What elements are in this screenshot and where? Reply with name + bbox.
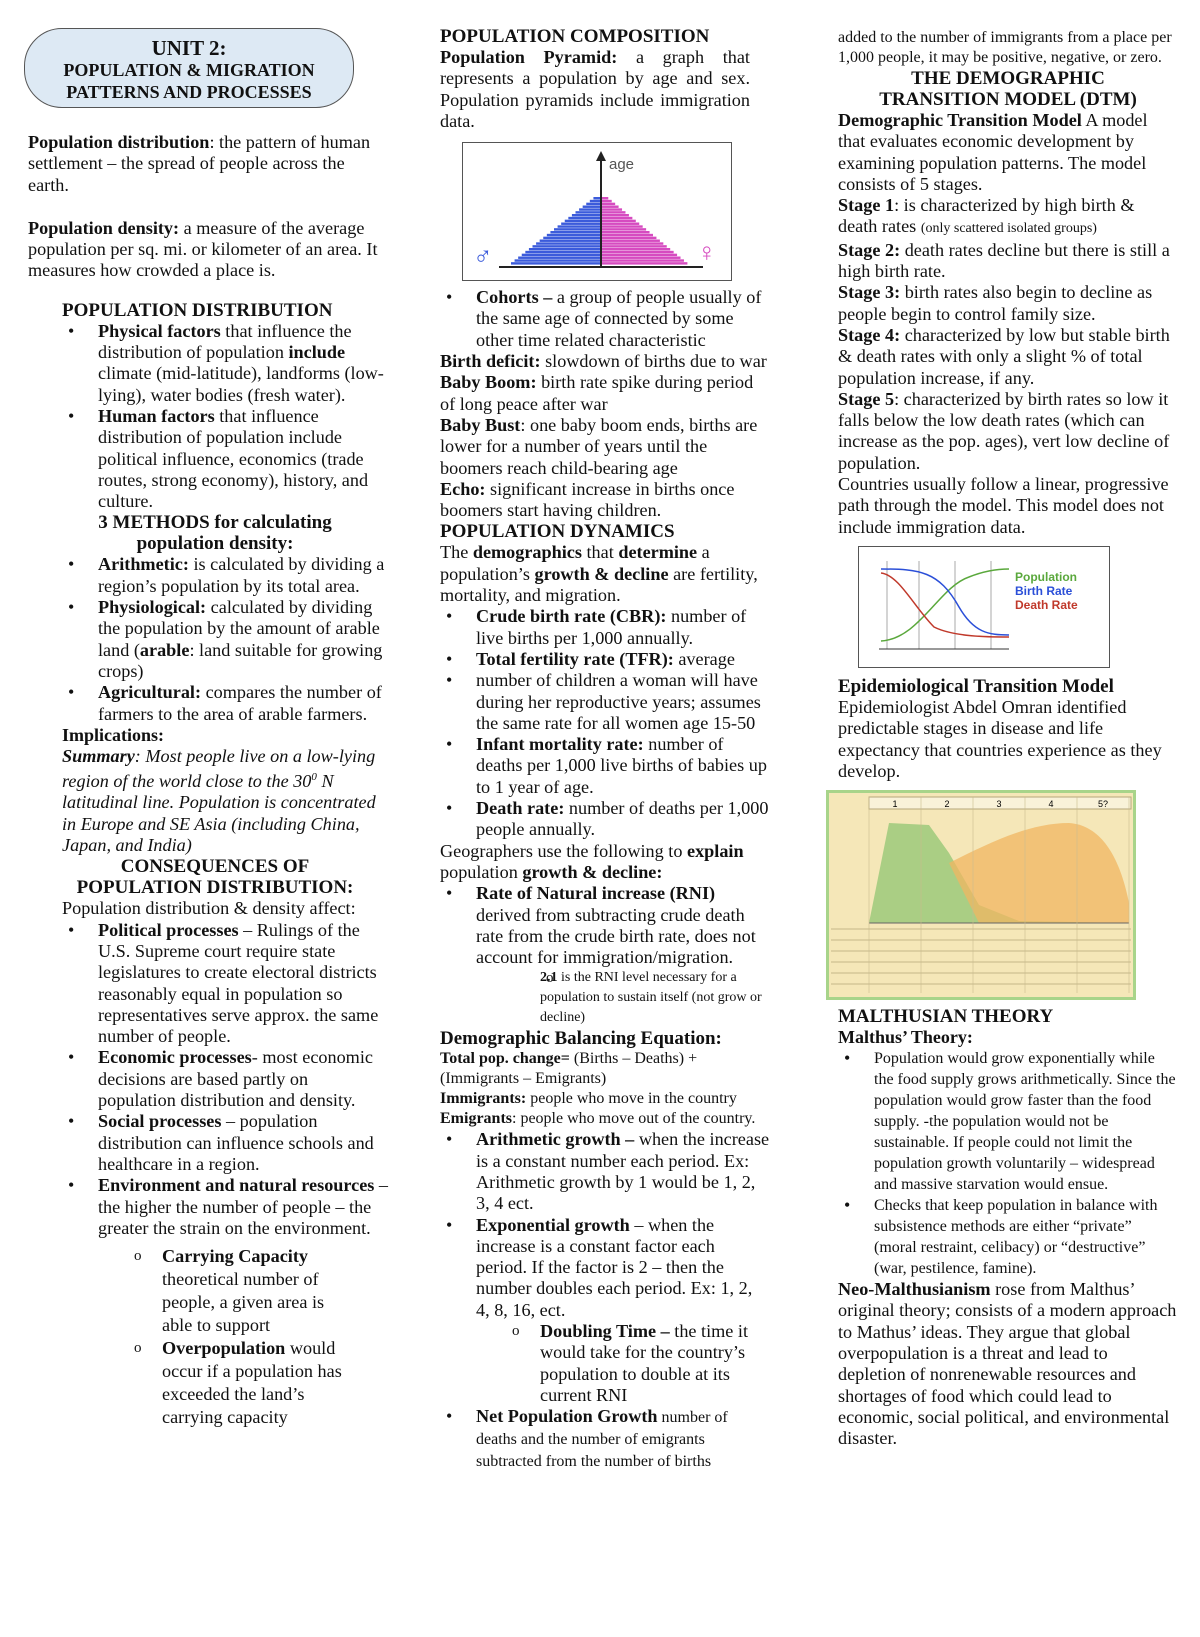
female-icon: ♀ <box>697 237 717 268</box>
list-item-rni: • Rate of Natural increase (RNI) derived from subtracting crude death rate from the crude birth rate, does not account for immigration/migration. <box>440 883 770 968</box>
pyramid-bar-female <box>601 226 643 228</box>
list-item-carrying-capacity: o Carrying Capacity theoretical number of people, a given area is able to support <box>98 1245 358 1337</box>
epi-stage-label: 5? <box>1097 799 1109 810</box>
pyramid-bar-female <box>601 206 619 208</box>
pyramid-bar-male <box>568 217 601 219</box>
list-item-imr: • Infant mortality rate: number of deaths per 1,000 live births of babies up to 1 year of age. <box>440 734 770 798</box>
list-item-net-population-growth: • Net Population Growth number of deaths and the number of emigrants subtracted from the number of births <box>440 1406 770 1472</box>
pyramid-bar-male <box>558 226 601 228</box>
malthus-subheading: Malthus’ Theory: <box>838 1027 973 1048</box>
pyramid-bar-male <box>547 234 601 236</box>
male-icon: ♂ <box>473 241 493 272</box>
epi-stage-label: 1 <box>892 799 898 810</box>
heading-epidemiological: Epidemiological Transition Model <box>838 675 1114 697</box>
list-item-human-factors: • Human factors that influence distribution of population include political influence, economics (trade routes, strong economy), history, and culture. <box>62 406 388 512</box>
stage-1: Stage 1: is characterized by high birth & death rates (only scattered isolated groups) <box>838 195 1135 237</box>
list-item-malthus-growth: • Population would grow exponentially while the food supply grows arithmetically. Since the population would grow faster than the food supply. -the population would not be sustainable. If people could not limit the population growth voluntarily – widespread and massive starvation would ensue. <box>838 1048 1178 1195</box>
def-baby-bust: Baby Bust: one baby boom ends, births are lower for a number of years until the boomers reach child-bearing age <box>440 414 758 478</box>
pyramid-bar-female <box>601 262 687 264</box>
pyramid-bar-male <box>550 231 601 233</box>
pyramid-bar-male <box>586 203 601 205</box>
pyramid-bar-female <box>601 237 656 239</box>
pyramid-bar-male <box>579 209 601 211</box>
pyramid-bar-female <box>601 217 632 219</box>
list-item-malthus-checks: • Checks that keep population in balance with subsistence methods are either “private” (moral restraint, celibacy) or “destructive” (war, pestilence, famine). <box>838 1195 1178 1279</box>
def-population-density: Population density: a measure of the average population per sq. mi. or kilometer of an area. It measures how crowded a place is. <box>28 217 378 281</box>
heading-balancing-equation: Demographic Balancing Equation: <box>440 1028 722 1050</box>
pyramid-bar-male <box>536 243 601 245</box>
pyramid-bar-male <box>522 254 601 256</box>
def-population-distribution: Population distribution: the pattern of human settlement – the spread of people across the earth. <box>28 132 371 195</box>
heading-population-composition: POPULATION COMPOSITION <box>440 26 710 47</box>
column-1 <box>28 28 388 1429</box>
pyramid-bar-male <box>554 228 601 230</box>
stage-3: Stage 3: birth rates also begin to decline as people begin to control family size. <box>838 282 1153 324</box>
list-item-rni-2-1: o 2.1 is the RNI level necessary for a population to sustain itself (not grow or decline) <box>510 968 770 1028</box>
pyramid-bar-male <box>561 223 601 225</box>
pyramid-bar-female <box>601 220 636 222</box>
list-item-arithmetic-growth: • Arithmetic growth – when the increase is a constant number each period. Ex: Arithmetic growth by 1 would be 1, 2, 3, 4 ect. <box>440 1129 770 1214</box>
pyramid-bar-male <box>572 214 601 216</box>
dtm-line-figure <box>858 546 1110 668</box>
heading-consequences: CONSEQUENCES OF POPULATION DISTRIBUTION: <box>76 856 354 899</box>
dtm-population-line <box>881 569 1009 641</box>
pyramid-bar-male <box>529 248 601 250</box>
list-item-cbr: • Crude birth rate (CBR): number of live births per 1,000 annually. <box>440 606 770 649</box>
npg-continued: added to the number of immigrants from a place per 1,000 people, it may be positive, negative, or zero. <box>838 29 1172 66</box>
def-birth-deficit: Birth deficit: slowdown of births due to war <box>440 351 767 372</box>
list-item-tfr-cont: • number of children a woman will have during her reproductive years; assumes the same rate for all women age 15-50 <box>440 670 770 734</box>
list-item-tfr: • Total fertility rate (TFR): average <box>440 649 770 670</box>
def-emigrants: Emigrants: people who move out of the country. <box>440 1110 756 1128</box>
pyramid-bar-female <box>601 254 677 256</box>
pyramid-bar-female <box>601 260 684 262</box>
epi-text: Epidemiologist Abdel Omran identified predictable stages in disease and life expectancy that countries experience as they develop. <box>838 696 1162 781</box>
pyramid-age-label: age <box>609 156 635 174</box>
pyramid-bar-female <box>601 257 681 259</box>
legend-death-rate: Death Rate <box>1015 597 1078 612</box>
heading-malthusian: MALTHUSIAN THEORY <box>838 1006 1054 1028</box>
pyramid-bar-female <box>601 251 674 253</box>
pyramid-bar-female <box>601 240 660 242</box>
heading-population-distribution: POPULATION DISTRIBUTION <box>62 299 333 321</box>
list-item-physical-factors: • Physical factors that influence the distribution of population include climate (mid-latitude), landforms (low-lying), water bodies (fresh water). <box>62 321 388 406</box>
epi-stage-label: 4 <box>1048 799 1054 810</box>
pyramid-bar-female <box>601 245 667 247</box>
summary-text: Summary: Most people live on a low-lying region of the world close to the $30^0$ N latitudinal line. Population is concentrated in Europe and SE Asia (including China, Japan, and India) <box>62 745 376 856</box>
epi-stage-label: 3 <box>996 799 1002 810</box>
unit-title-box <box>24 28 354 108</box>
pyramid-bar-male <box>533 245 602 247</box>
neo-malthusianism: Neo-Malthusianism rose from Malthus’ original theory; consists of a modern approach to Mathus’ ideas. They argue that global overpopulation is a threat and lead to depletion of nonrenewable resources and shortages of food which could lead to economic, social political, and environmental disaster. <box>838 1279 1177 1449</box>
dtm-birth-line <box>881 569 1009 635</box>
list-item-exponential-growth: • Exponential growth – when the increase is a constant factor each period. If the factor is 2 – then the number doubles each period. Ex: 1, 2, 4, 8, 16, ect. <box>440 1215 770 1321</box>
def-dtm: Demographic Transition Model A model that evaluates economic development by examining population patterns. The model consists of 5 stages. <box>838 110 1148 194</box>
list-item-economic: • Economic processes- most economic decisions are based partly on population distribution and density. <box>62 1047 388 1111</box>
pyramid-bar-male <box>593 197 601 199</box>
pyramid-bar-female <box>601 214 629 216</box>
stage-2: Stage 2: death rates decline but there is still a high birth rate. <box>838 239 1170 282</box>
pyramid-bar-male <box>543 237 601 239</box>
stage-5: Stage 5: characterized by birth rates so low it falls below the low death rates (which can increase as the pop. ages), vert low decline of population. <box>838 388 1170 473</box>
pyramid-bar-male <box>515 260 601 262</box>
pyramid-bar-female <box>601 209 622 211</box>
epi-transition-figure <box>826 790 1136 1000</box>
population-area <box>949 823 1129 923</box>
def-population-pyramid: Population Pyramid: a graph that represents a population by age and sex. Population pyramids include immigration data. <box>440 47 750 131</box>
heading-dtm: THE DEMOGRAPHIC TRANSITION MODEL (DTM) <box>879 68 1137 110</box>
pyramid-axis-arrow <box>596 151 606 161</box>
pyramid-bar-female <box>601 223 639 225</box>
geographers-text: Geographers use the following to explain population growth & decline: <box>440 840 744 882</box>
pyramid-bar-male <box>583 206 601 208</box>
pyramid-bar-male <box>525 251 601 253</box>
dynamics-intro: The demographics that determine a population’s growth & decline are fertility, mortality, and migration. <box>440 542 758 606</box>
pyramid-bar-male <box>518 257 601 259</box>
stage-4: Stage 4: characterized by low but stable birth & death rates with only a slight % of total population increase, if any. <box>838 324 1170 388</box>
pyramid-bar-female <box>601 211 625 213</box>
list-item-political: • Political processes – Rulings of the U.S. Supreme court require state legislatures to create electoral districts reasonably equal in population so representatives serve approx. the same number of people. <box>62 920 388 1048</box>
pyramid-bar-female <box>601 248 670 250</box>
pyramid-bar-female <box>601 243 663 245</box>
pyramid-bar-female <box>601 200 612 202</box>
list-item-death-rate: • Death rate: number of deaths per 1,000 people annually. <box>440 798 770 841</box>
pyramid-bar-female <box>601 231 650 233</box>
epi-transition-chart <box>829 793 1133 997</box>
population-pyramid-figure <box>462 142 732 281</box>
heading-population-dynamics: POPULATION DYNAMICS <box>440 521 675 543</box>
pyramid-bar-male <box>511 262 601 264</box>
def-baby-boom: Baby Boom: birth rate spike during period of long peace after war <box>440 372 754 414</box>
dtm-death-line <box>881 573 1009 637</box>
pyramid-bar-male <box>576 211 602 213</box>
list-item-physiological: • Physiological: calculated by dividing the population by the amount of arable land (arable: land suitable for growing crops) <box>62 597 388 682</box>
def-immigrants: Immigrants: people who move in the country <box>440 1090 737 1108</box>
def-echo: Echo: significant increase in births once boomers start having children. <box>440 478 735 521</box>
pyramid-bar-female <box>601 197 608 199</box>
pyramid-bar-male <box>565 220 601 222</box>
list-item-overpopulation: o Overpopulation would occur if a population has exceeded the land’s carrying capacity <box>98 1337 358 1429</box>
population-pyramid-chart <box>463 143 731 280</box>
unit-label: UNIT 2: <box>151 36 227 60</box>
affect-text: Population distribution & density affect: <box>62 898 356 919</box>
column-2 <box>440 26 770 1472</box>
list-item-environment: • Environment and natural resources – the higher the number of people – the greater the strain on the environment. <box>62 1175 388 1239</box>
list-item-arithmetic: • Arithmetic: is calculated by dividing a region’s population by its total area. <box>62 554 388 597</box>
pyramid-bar-male <box>540 240 601 242</box>
column-3 <box>838 28 1178 1450</box>
legend-birth-rate: Birth Rate <box>1015 583 1073 598</box>
dtm-path-text: Countries usually follow a linear, progressive path through the model. This model does not include immigration data. <box>838 474 1169 537</box>
unit-title-line1: POPULATION & MIGRATION <box>63 60 315 80</box>
unit-title-line2: PATTERNS AND PROCESSES <box>66 82 312 102</box>
pyramid-bar-female <box>601 234 653 236</box>
epi-stage-label: 2 <box>944 799 950 810</box>
heading-implications: Implications: <box>62 724 165 745</box>
list-item-doubling-time: o Doubling Time – the time it would take for the country’s population to double at its current RNI <box>476 1321 770 1406</box>
legend-population: Population <box>1015 569 1077 584</box>
def-total-pop-change: Total pop. change= (Births – Deaths) + (Immigrants – Emigrants) <box>440 1050 698 1088</box>
heading-methods: 3 METHODS for calculating population density: <box>98 512 332 555</box>
list-item-cohorts: • Cohorts – a group of people usually of the same age of connected by some other time related characteristic <box>440 287 770 351</box>
list-item-social: • Social processes – population distribution can influence schools and healthcare in a region. <box>62 1111 388 1175</box>
dtm-line-chart <box>859 547 1109 667</box>
pyramid-bar-female <box>601 228 646 230</box>
pyramid-bar-male <box>590 200 601 202</box>
pyramid-bar-female <box>601 203 615 205</box>
list-item-agricultural: • Agricultural: compares the number of farmers to the area of arable farmers. <box>62 682 388 725</box>
